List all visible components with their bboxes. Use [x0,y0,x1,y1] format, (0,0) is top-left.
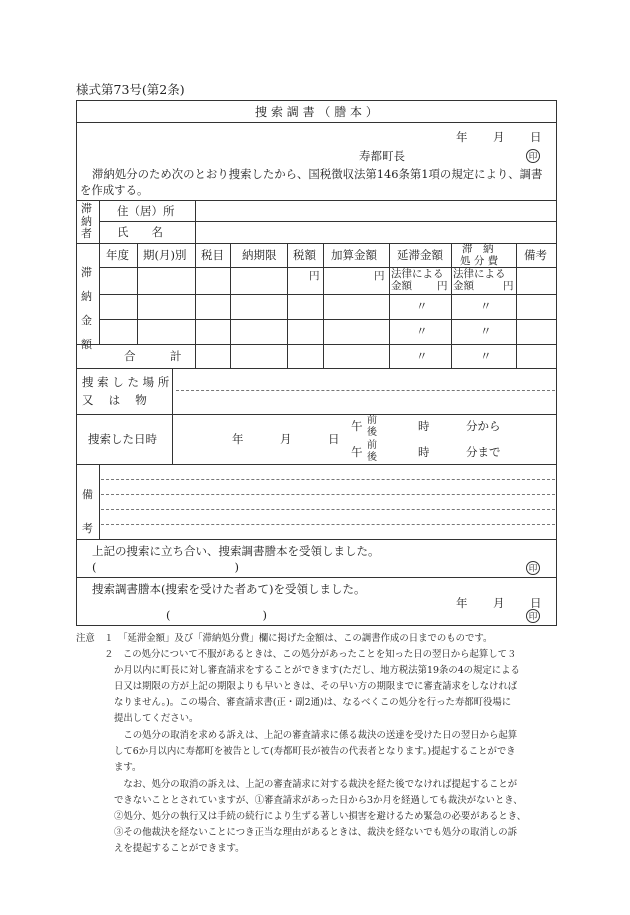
issuer: 寿都町長 [359,149,405,163]
divider [99,464,100,539]
receipt-month: 月 [493,596,505,610]
yen-unit: 円 [503,280,514,292]
time-day: 日 [328,432,340,446]
search-time-label: 捜索した日時 [88,432,157,446]
note-line: ②処分、処分の執行又は手続の続行により生ずる著しい損害を避けるため緊急の必要があるとき、 [114,811,527,822]
time-year: 年 [232,432,244,446]
law-amount-label: 法律による [453,268,506,280]
taxpayer-section-label: 滞 納 者 [81,202,92,240]
divider [137,243,138,344]
note-line: ２ この処分について不服があるときは、この処分があったことを知った日の翌日から起算して３ [76,649,517,660]
witness-name-field: ( ) [92,560,239,574]
address-label: 住（居）所 [117,204,175,218]
total-label: 合 計 [124,349,182,363]
ditto-mark: 〃 [416,299,428,313]
divider [172,368,173,464]
divider [76,414,557,415]
note-line: か月以内に町長に対し審査請求をすることができます(ただし、地方税法第19条の4の規定による [114,665,520,676]
am-label: 前 [367,440,377,451]
ditto-mark: 〃 [480,299,492,313]
hour-label: 時 [418,419,430,433]
col-remarks: 備考 [524,248,547,262]
divider [76,577,557,578]
from-label: 分から [466,419,501,433]
yen-unit: 円 [374,270,385,282]
note-line: なりません。)。この場合、審査請求書(正・副2通)は、なるべくこの処分を行った寿都町役場に [114,697,512,708]
name-label: 氏 名 [117,225,163,239]
divider [101,509,555,510]
col-delinquency: 延滞金額 [397,248,443,262]
divider [76,344,557,345]
divider [76,122,557,123]
seal-icon: 印 [526,561,540,575]
note-line: えを提起することができます。 [114,843,245,854]
col-fee-bottom: 処 分 費 [460,255,499,267]
note-line: 注意 １ 「延滞金額」及び「滞納処分費」欄に掲げた金額は、この調書作成の日までのものです。 [76,633,493,644]
ditto-mark: 〃 [416,324,428,338]
col-tax-amount: 税額 [293,248,316,262]
divider [451,243,452,368]
intro-line-1: 滞納処分のため次のとおり捜索したから、国税徴収法第146条第1項の規定により、調書 [92,167,543,181]
divider [76,539,557,540]
ditto-mark: 〃 [480,324,492,338]
note-line: この処分の取消を求める訴えは、上記の審査請求に係る裁決の送達を受けた日の翌日から起算 [114,730,518,741]
col-fee-top: 滞 納 [462,243,494,255]
ditto-mark: 〃 [416,349,428,363]
am-pm-label: 午 [351,445,363,459]
divider [101,494,555,495]
divider [99,221,557,222]
time-month: 月 [280,432,292,446]
note-line: できないこととされていますが、①審査請求があった日から3か月を経過しても裁決がないとき、 [114,795,523,806]
receipt-year: 年 [456,596,468,610]
search-place-label: 捜 索 し た 場 所 [82,375,170,389]
seal-icon: 印 [526,609,540,623]
search-place-label: 又 は 物 [82,393,147,407]
divider [76,200,557,201]
divider [76,464,557,465]
col-due: 納期限 [242,248,277,262]
col-tax-item: 税目 [201,248,224,262]
divider [389,243,390,368]
date-year-label: 年 [456,130,468,144]
ditto-mark: 〃 [480,349,492,363]
col-additional: 加算金額 [331,248,377,262]
divider [76,368,557,369]
divider [287,243,288,368]
document-title: 捜 索 調 書 （ 謄 本 ） [255,105,378,119]
divider [99,319,557,320]
law-amount-label: 法律による [391,268,444,280]
amounts-section-label: 滞 納 金 額 [81,266,92,351]
note-line: ③その他裁決を経ないことにつき正当な理由があるときは、裁決を経ないでも処分の取消しの訴 [114,827,517,838]
receipt-day: 日 [530,596,542,610]
date-month-label: 月 [493,130,505,144]
law-amount-label: 金額 [453,280,474,292]
divider [176,390,555,391]
hour-label: 時 [418,445,430,459]
form-number: 様式第73号(第2条) [76,82,185,97]
note-line: ます。 [114,762,142,773]
receipt-statement: 捜索調書謄本(捜索を受けた者あて)を受領しました。 [92,582,366,596]
am-pm-label: 午 [351,419,363,433]
divider [101,524,555,525]
note-line: 日又は期限の方が上記の期限よりも早いときは、その早い方の期限までに審査請求をしなければ [114,681,518,692]
witness-statement: 上記の捜索に立ち合い、捜索調書謄本を受領しました。 [92,544,380,558]
receipt-name-field: ( ) [166,608,267,622]
date-day-label: 日 [530,130,542,144]
yen-unit: 円 [437,280,448,292]
note-line: なお、処分の取消の訴えは、上記の審査請求に対する裁決を経た後でなければ提起することが [114,779,518,790]
divider [516,243,517,368]
divider [99,294,557,295]
remarks-label: 備 考 [82,488,93,535]
divider [230,243,231,368]
note-line: して6か月以内に寿都町を被告として(寿都町長が被告の代表者となります。)提起することができ [114,746,516,757]
intro-line-2: を作成する。 [80,183,149,197]
divider [195,243,196,368]
law-amount-label: 金額 [391,280,412,292]
am-label: 前 [367,415,377,426]
yen-unit: 円 [309,270,320,282]
until-label: 分まで [466,445,501,459]
col-year: 年度 [106,248,129,262]
divider [101,479,555,480]
pm-label: 後 [367,427,377,438]
divider [99,243,100,344]
note-line: 提出してください。 [114,713,199,724]
pm-label: 後 [367,452,377,463]
divider [323,243,324,368]
seal-icon: 印 [526,149,540,163]
col-period: 期(月)別 [143,248,187,262]
